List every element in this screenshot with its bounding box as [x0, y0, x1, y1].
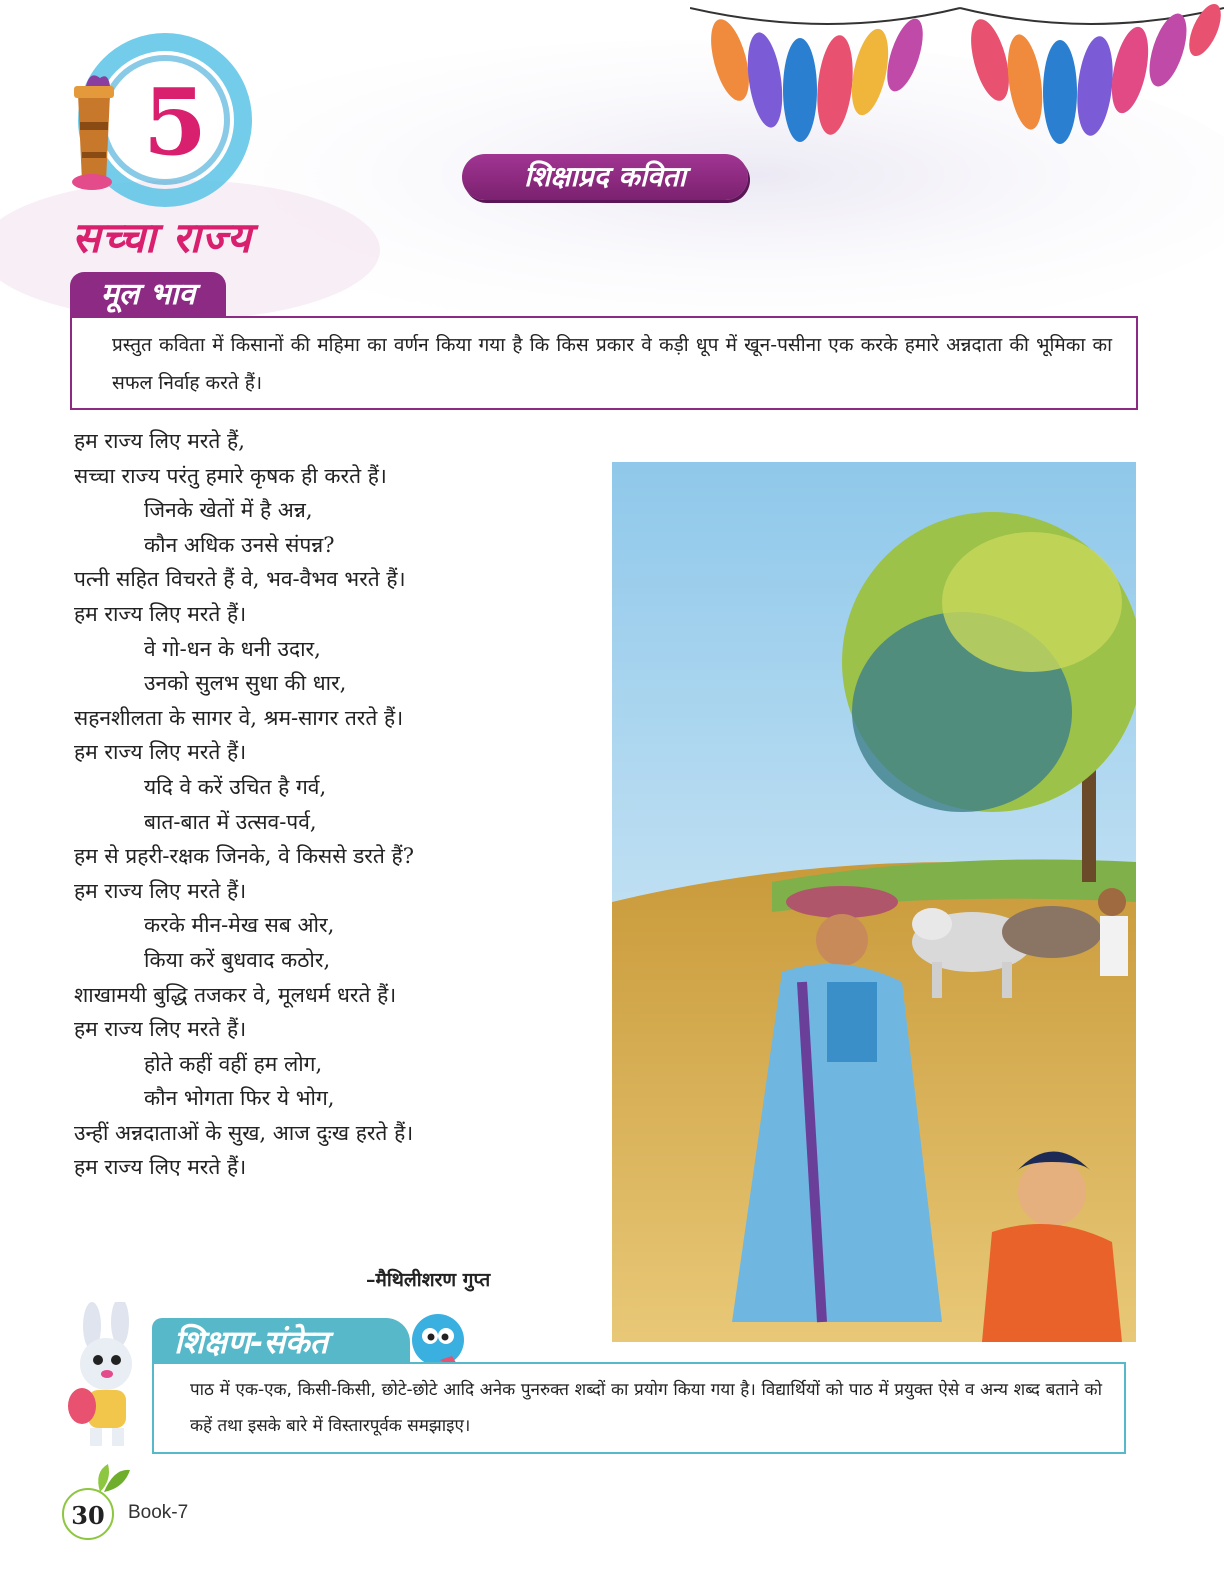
poem-line: शाखामयी बुद्धि तजकर वे, मूलधर्म धरते हैं।: [74, 982, 397, 1007]
moral-text: प्रस्तुत कविता में किसानों की महिमा का वर्णन किया गया है कि किस प्रकार वे कड़ी धूप में खून-पसीना एक करके हमारे अन्नदाता की भूमिका का सफल निर्वाह करते हैं।: [112, 334, 1112, 394]
farm-illustration: [612, 462, 1136, 1342]
poem-line: सहनशीलता के सागर वे, श्रम-सागर तरते हैं।: [74, 705, 404, 730]
poem-line: हम राज्य लिए मरते हैं।: [74, 601, 247, 626]
poem-line: यदि वे करें उचित है गर्व,: [144, 774, 327, 799]
poem-line: उनको सुलभ सुधा की धार,: [144, 671, 347, 696]
poem-line: सच्चा राज्य परंतु हमारे कृषक ही करते हैं।: [74, 463, 387, 488]
poem-line: हम राज्य लिए मरते हैं।: [74, 740, 247, 765]
poem-line: हम राज्य लिए मरते हैं।: [74, 1017, 247, 1042]
book-label: Book-7: [128, 1502, 189, 1523]
poem-line: पत्नी सहित विचरते हैं वे, भव-वैभव भरते हैं।: [74, 567, 406, 592]
teaching-note-text: पाठ में एक-एक, किसी-किसी, छोटे-छोटे आदि अनेक पुनरुक्त शब्दों का प्रयोग किया गया है। विद्यार्थियों को पाठ में प्रयुक्त ऐसे व अन्य शब्द बताने को कहें तथा इसके बारे में विस्तारपूर्वक समझाइए।: [190, 1380, 1102, 1436]
poem-line: कौन भोगता फिर ये भोग,: [144, 1086, 335, 1111]
moral-heading: मूल भाव: [70, 272, 226, 318]
poem-line: हम राज्य लिए मरते हैं,: [74, 429, 245, 453]
poem-line: हम से प्रहरी-रक्षक जिनके, वे किससे डरते हैं?: [74, 844, 414, 869]
page-number: 30: [62, 1488, 114, 1540]
hanging-feathers-decoration: [690, 0, 1224, 165]
poem-line: करके मीन-मेख सब ओर,: [144, 913, 335, 938]
category-label: शिक्षाप्रद कविता: [462, 154, 748, 200]
poem-line: हम राज्य लिए मरते हैं।: [74, 1155, 247, 1180]
poem: [74, 424, 634, 1185]
teaching-note-box: [152, 1362, 1126, 1454]
poem-line: उन्हीं अन्नदाताओं के सुख, आज दुःख हरते हैं।: [74, 1120, 414, 1145]
poet-name: –मैथिलीशरण गुप्त: [366, 1269, 491, 1291]
lesson-title: सच्चा राज्य: [72, 213, 252, 262]
leaf-icon: [92, 1458, 132, 1494]
poem-line: हम राज्य लिए मरते हैं।: [74, 878, 247, 903]
poem-line: बात-बात में उत्सव-पर्व,: [144, 809, 317, 834]
moral-box: [70, 316, 1138, 410]
poem-line: जिनके खेतों में है अन्न,: [144, 498, 313, 523]
lesson-number: 5: [142, 68, 208, 176]
farmer-icon: [1098, 888, 1128, 976]
poem-line: किया करें बुधवाद कठोर,: [144, 947, 331, 972]
poem-line: कौन अधिक उनसे संपन्न?: [144, 532, 335, 557]
teaching-note-heading: शिक्षण-संकेत: [152, 1318, 410, 1366]
rabbit-mascot-icon: [62, 1302, 156, 1452]
poem-line: वे गो-धन के धनी उदार,: [144, 636, 321, 661]
lesson-number-badge: [70, 32, 260, 207]
poem-line: होते कहीं वहीं हम लोग,: [144, 1051, 323, 1076]
